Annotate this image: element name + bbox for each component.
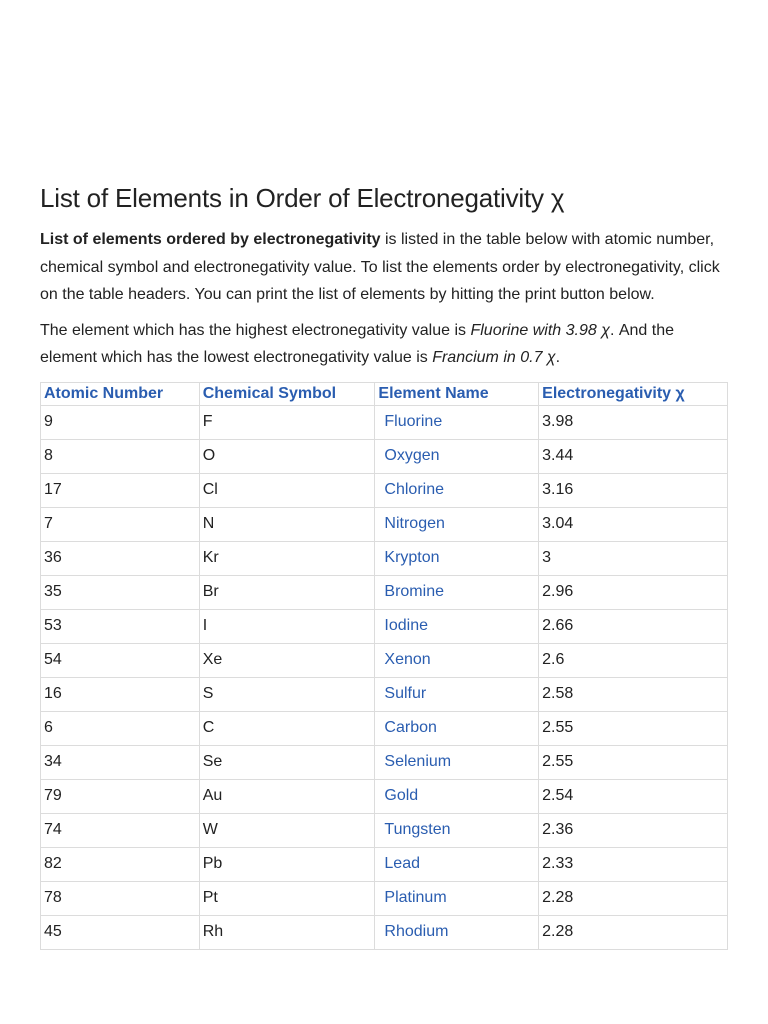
cell-atomic-number: 53: [41, 609, 200, 643]
cell-electronegativity: 3.16: [539, 473, 728, 507]
table-body: [41, 405, 728, 949]
cell-chemical-symbol: W: [199, 813, 375, 847]
cell-electronegativity: 2.96: [539, 575, 728, 609]
cell-chemical-symbol: F: [199, 405, 375, 439]
cell-electronegativity: 2.28: [539, 881, 728, 915]
summary-text-2: . And the element which has the lowest electronegativity value is: [40, 321, 674, 366]
cell-electronegativity: 2.36: [539, 813, 728, 847]
cell-chemical-symbol: Cl: [199, 473, 375, 507]
cell-atomic-number: 17: [41, 473, 200, 507]
page-title: List of Elements in Order of Electronegativity χ: [40, 183, 565, 213]
cell-atomic-number: 16: [41, 677, 200, 711]
table-row: [41, 473, 728, 507]
cell-electronegativity: 2.54: [539, 779, 728, 813]
element-link[interactable]: Nitrogen: [384, 515, 445, 532]
cell-atomic-number: 9: [41, 405, 200, 439]
cell-electronegativity: 2.66: [539, 609, 728, 643]
cell-element-name: [375, 677, 539, 711]
cell-element-name: [375, 473, 539, 507]
table-row: [41, 541, 728, 575]
cell-chemical-symbol: Kr: [199, 541, 375, 575]
cell-atomic-number: 45: [41, 915, 200, 949]
table-row: [41, 405, 728, 439]
element-link[interactable]: Bromine: [384, 583, 444, 600]
cell-electronegativity: 3.44: [539, 439, 728, 473]
table-row: [41, 439, 728, 473]
element-link[interactable]: Rhodium: [384, 923, 449, 940]
header-atomic-number[interactable]: Atomic Number: [41, 382, 200, 405]
cell-chemical-symbol: O: [199, 439, 375, 473]
summary-paragraph: [40, 317, 728, 372]
header-chemical-symbol[interactable]: Chemical Symbol: [199, 382, 375, 405]
highest-element-text: Fluorine with 3.98 χ: [470, 321, 610, 339]
cell-atomic-number: 74: [41, 813, 200, 847]
cell-atomic-number: 7: [41, 507, 200, 541]
element-link[interactable]: Krypton: [384, 549, 440, 566]
element-link[interactable]: Selenium: [384, 753, 452, 770]
cell-electronegativity: 2.55: [539, 745, 728, 779]
cell-element-name: [375, 847, 539, 881]
cell-electronegativity: 2.58: [539, 677, 728, 711]
summary-text-3: .: [555, 349, 561, 366]
cell-element-name: [375, 745, 539, 779]
element-link[interactable]: Lead: [384, 855, 420, 872]
cell-electronegativity: 2.33: [539, 847, 728, 881]
element-link[interactable]: Chlorine: [384, 481, 444, 498]
table-row: [41, 915, 728, 949]
element-link[interactable]: Carbon: [384, 719, 437, 736]
cell-chemical-symbol: Au: [199, 779, 375, 813]
cell-element-name: [375, 881, 539, 915]
table-row: [41, 881, 728, 915]
element-link[interactable]: Gold: [384, 787, 419, 804]
summary-text-1: The element which has the highest electronegativity value is: [40, 321, 471, 339]
cell-atomic-number: 54: [41, 643, 200, 677]
element-link[interactable]: Xenon: [384, 651, 431, 668]
cell-chemical-symbol: Br: [199, 575, 375, 609]
element-link[interactable]: Fluorine: [384, 413, 443, 430]
table-row: [41, 677, 728, 711]
cell-atomic-number: 82: [41, 847, 200, 881]
table-row: [41, 813, 728, 847]
cell-element-name: [375, 541, 539, 575]
cell-chemical-symbol: S: [199, 677, 375, 711]
header-element-name[interactable]: Element Name: [375, 382, 539, 405]
cell-element-name: [375, 711, 539, 745]
header-electronegativity[interactable]: Electronegativity χ: [539, 382, 728, 405]
table-row: [41, 575, 728, 609]
cell-chemical-symbol: Pb: [199, 847, 375, 881]
cell-atomic-number: 34: [41, 745, 200, 779]
table-row: [41, 643, 728, 677]
cell-element-name: [375, 813, 539, 847]
element-link[interactable]: Iodine: [384, 617, 428, 634]
cell-chemical-symbol: I: [199, 609, 375, 643]
cell-element-name: [375, 439, 539, 473]
intro-bold-text: List of elements ordered by electronegativity: [40, 231, 381, 248]
lowest-element-text: Francium in 0.7 χ: [432, 349, 556, 366]
table-row: [41, 779, 728, 813]
table-row: [41, 847, 728, 881]
cell-element-name: [375, 643, 539, 677]
cell-element-name: [375, 609, 539, 643]
table-row: [41, 609, 728, 643]
element-link[interactable]: Sulfur: [384, 685, 427, 702]
cell-atomic-number: 78: [41, 881, 200, 915]
element-link[interactable]: Platinum: [384, 889, 447, 906]
cell-chemical-symbol: Pt: [199, 881, 375, 915]
cell-atomic-number: 35: [41, 575, 200, 609]
cell-electronegativity: 3.98: [539, 405, 728, 439]
elements-table: [40, 382, 728, 950]
article: [40, 178, 728, 950]
cell-electronegativity: 3: [539, 541, 728, 575]
element-link[interactable]: Oxygen: [384, 447, 440, 464]
cell-element-name: [375, 405, 539, 439]
cell-atomic-number: 6: [41, 711, 200, 745]
cell-atomic-number: 36: [41, 541, 200, 575]
table-header-row: [41, 382, 728, 405]
cell-chemical-symbol: N: [199, 507, 375, 541]
cell-atomic-number: 8: [41, 439, 200, 473]
cell-electronegativity: 2.6: [539, 643, 728, 677]
cell-electronegativity: 2.55: [539, 711, 728, 745]
cell-element-name: [375, 779, 539, 813]
cell-element-name: [375, 575, 539, 609]
cell-element-name: [375, 915, 539, 949]
table-row: [41, 711, 728, 745]
table-row: [41, 507, 728, 541]
table-row: [41, 745, 728, 779]
cell-chemical-symbol: C: [199, 711, 375, 745]
cell-electronegativity: 3.04: [539, 507, 728, 541]
cell-element-name: [375, 507, 539, 541]
cell-electronegativity: 2.28: [539, 915, 728, 949]
cell-chemical-symbol: Rh: [199, 915, 375, 949]
intro-paragraph: [40, 226, 728, 309]
cell-chemical-symbol: Se: [199, 745, 375, 779]
cell-atomic-number: 79: [41, 779, 200, 813]
cell-chemical-symbol: Xe: [199, 643, 375, 677]
intro-text: is listed in the table below with atomic number, chemical symbol and electronegativity value. To list the elements order by electronegativity, click on the table headers. You can print the list of elements by hitting the print button below.: [40, 231, 720, 303]
element-link[interactable]: Tungsten: [384, 821, 451, 838]
